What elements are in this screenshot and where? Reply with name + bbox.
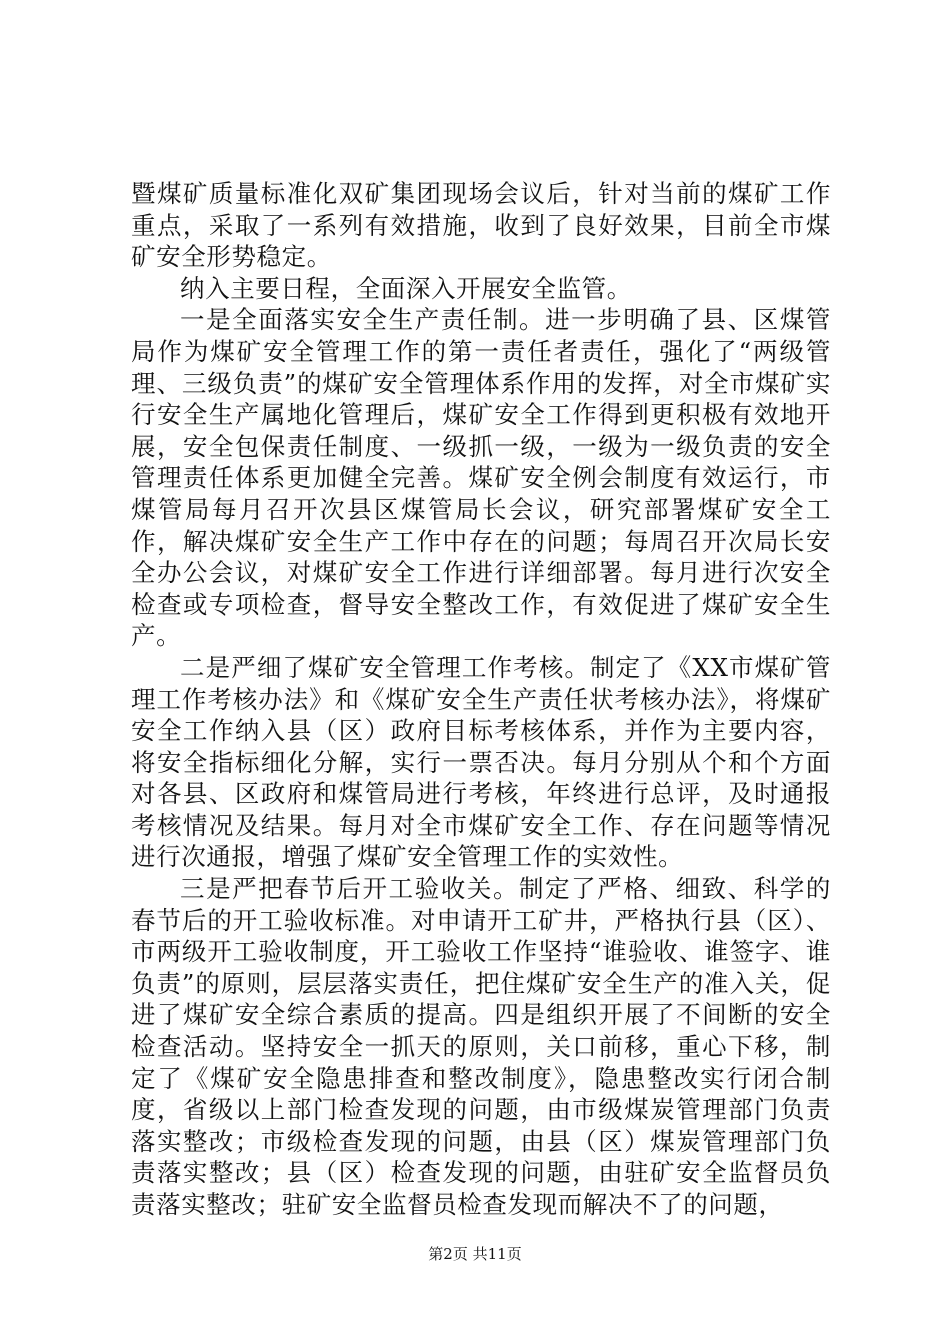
paragraph-heading-line: 纳入主要日程，全面深入开展安全监管。 — [180, 273, 632, 303]
document-body — [131, 178, 831, 1221]
paragraph-assessment: 二是严细了煤矿安全管理工作考核。制定了《XX市煤矿管理工作考核办法》和《煤矿安全生产责任状考核办法》，将煤矿安全工作纳入县（区）政府目标考核体系，并作为主要内容，将安全指标细化分解，实行一票否决。每月分别从个和个方面对各县、区政府和煤管局进行考核，年终进行总评，及时通报考核情况及结果。每月对全市煤矿安全工作、存在问题等情况进行次通报，增强了煤矿安全管理工作的实效性。 — [131, 652, 831, 872]
page-number-footer: 第2页 共11页 — [428, 1245, 522, 1263]
paragraph-responsibility: 一是全面落实安全生产责任制。进一步明确了县、区煤管局作为煤矿安全管理工作的第一责任者责任，强化了“两级管理、三级负责”的煤矿安全管理体系作用的发挥，对全市煤矿实行安全生产属地化管理后，煤矿安全工作得到更积极有效地开展，安全包保责任制度、一级抓一级，一级为一级负责的安全管理责任体系更加健全完善。煤矿安全例会制度有效运行，市煤管局每月召开次县区煤管局长会议，研究部署煤矿安全工作，解决煤矿安全生产工作中存在的问题；每周召开次局长安全办公会议，对煤矿安全工作进行详细部署。每月进行次安全检查或专项检查，督导安全整改工作，有效促进了煤矿安全生产。 — [131, 305, 831, 651]
paragraph-inspection: 三是严把春节后开工验收关。制定了严格、细致、科学的春节后的开工验收标准。对申请开工矿井，严格执行县（区）、市两级开工验收制度，开工验收工作坚持“谁验收、谁签字、谁负责”的原则，层层落实责任，把住煤矿安全生产的准入关，促进了煤矿安全综合素质的提高。四是组织开展了不间断的安全检查活动。坚持安全一抓天的原则，关口前移，重心下移，制定了《煤矿安全隐患排查和整改制度》，隐患整改实行闭合制度，省级以上部门检查发现的问题，由市级煤炭管理部门负责落实整改；市级检查发现的问题，由县（区）煤炭管理部门负责落实整改；县（区）检查发现的问题，由驻矿安全监督员负责落实整改；驻矿安全监督员检查发现而解决不了的问题， — [131, 874, 831, 1219]
paragraph-continuation: 暨煤矿质量标准化双矿集团现场会议后，针对当前的煤矿工作重点，采取了一系列有效措施，收到了良好效果，目前全市煤矿安全形势稳定。 — [131, 179, 831, 272]
